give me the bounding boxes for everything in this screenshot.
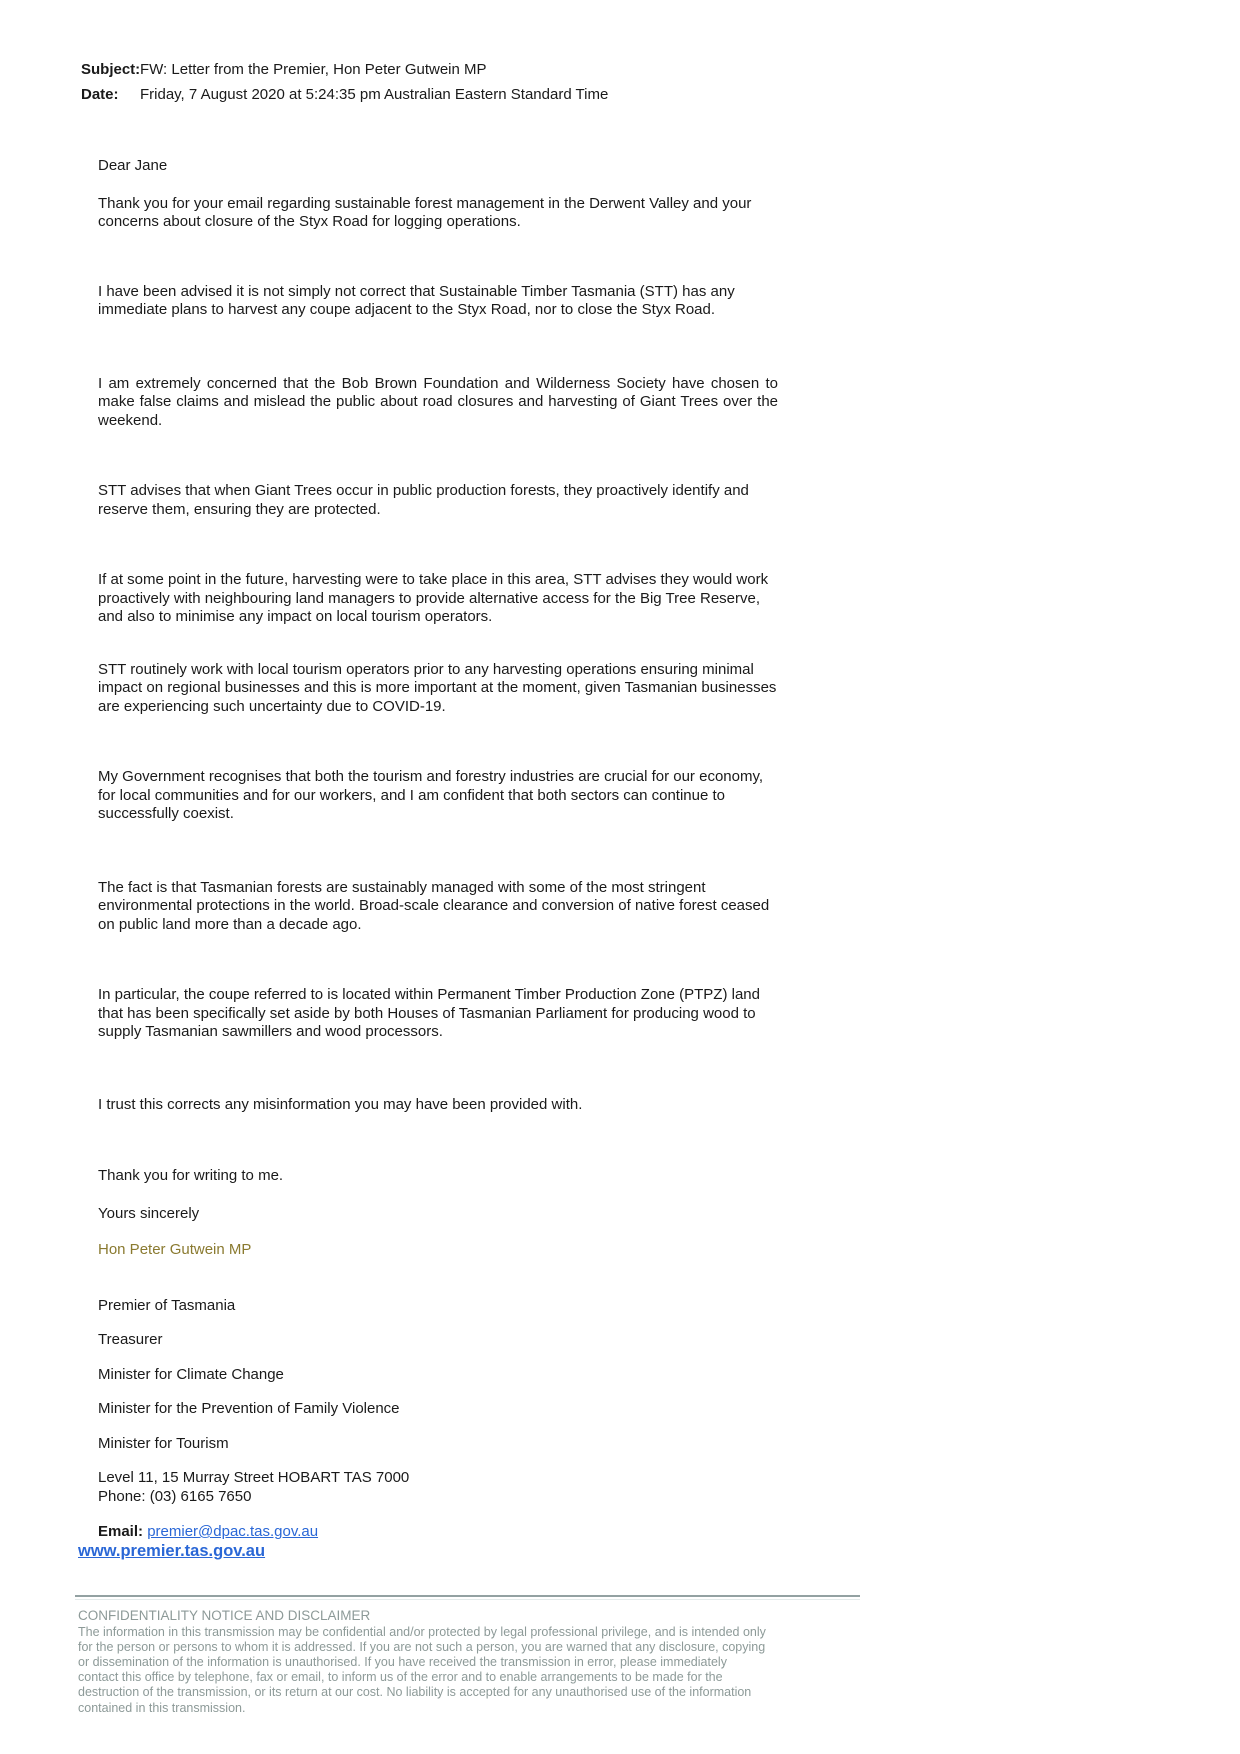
body-paragraph: STT routinely work with local tourism operators prior to any harvesting operations ensuring minimal impact on regional businesses and this is more important at the moment, given Tasmanian businesses are experiencing such uncertainty due to COVID-19.	[98, 660, 777, 715]
signature-title: Minister for the Prevention of Family Violence	[98, 1400, 400, 1417]
signature-title: Minister for Climate Change	[98, 1365, 284, 1383]
address-line: Level 11, 15 Murray Street HOBART TAS 7000	[98, 1469, 410, 1486]
body-paragraph: I have been advised it is not simply not correct that Sustainable Timber Tasmania (STT) has any immediate plans to harvest any coupe adjacent to the Styx Road, nor to close the Styx Road.	[98, 282, 735, 318]
confidentiality-disclaimer	[78, 1608, 770, 1716]
address-block	[98, 1469, 778, 1506]
body-paragraph: I trust this corrects any misinformation you may have been provided with.	[98, 1095, 583, 1113]
email-label: Email:	[98, 1523, 144, 1540]
disclaimer-text: The information in this transmission may be confidential and/or protected by legal professional privilege, and is intended only for the person or persons to whom it is addressed. If you are not such a person, you are warned that any disclosure, copying or dissemination of the information is unauthorised. If you have received the transmission in error, please immediately contact this office by telephone, fax or email, to inform us of the error and to enable arrangements to be made for the destruction of the transmission, or its return at our cost. No liability is accepted for any unauthorised use of the information contained in this transmission.	[78, 1624, 766, 1715]
sign-off: Yours sincerely	[98, 1204, 200, 1222]
email-contact-line	[98, 1523, 778, 1542]
divider	[75, 1595, 860, 1600]
subject-row	[81, 60, 1240, 79]
email-body	[98, 157, 778, 1542]
website-link[interactable]: www.premier.tas.gov.au	[78, 1541, 266, 1560]
body-paragraphs	[98, 195, 778, 1115]
email-headers	[81, 0, 1240, 104]
closing-line: Thank you for writing to me.	[98, 1167, 284, 1184]
body-paragraph: I am extremely concerned that the Bob Brown Foundation and Wilderness Society have chosen to make false claims and mislead the public about road closures and harvesting of Giant Trees over the weekend.	[98, 374, 778, 429]
body-paragraph: STT advises that when Giant Trees occur in public production forests, they proactively identify and reserve them, ensuring they are protected.	[98, 482, 749, 518]
date-label: Date:	[81, 86, 119, 103]
body-paragraph: Thank you for your email regarding sustainable forest management in the Derwent Valley and your concerns about closure of the Styx Road for logging operations.	[98, 194, 752, 230]
date-row	[81, 85, 1240, 104]
signature-name: Hon Peter Gutwein MP	[98, 1241, 252, 1258]
signature-title: Premier of Tasmania	[98, 1296, 236, 1314]
signature-titles	[98, 1297, 778, 1454]
subject-label: Subject:	[81, 61, 141, 78]
subject-value: FW: Letter from the Premier, Hon Peter Gutwein MP	[140, 61, 487, 78]
disclaimer-title: CONFIDENTIALITY NOTICE AND DISCLAIMER	[78, 1607, 371, 1623]
body-paragraph: My Government recognises that both the tourism and forestry industries are crucial for our economy, for local communities and for our workers, and I am confident that both sectors can continue to successfully coexist.	[98, 768, 764, 822]
body-paragraph: If at some point in the future, harvesting were to take place in this area, STT advises they would work proactively with neighbouring land managers to provide alternative access for the Big Tree Reserve, and also to minimise any impact on local tourism operators.	[98, 571, 769, 625]
greeting: Dear Jane	[98, 157, 168, 174]
date-value: Friday, 7 August 2020 at 5:24:35 pm Australian Eastern Standard Time	[140, 86, 609, 103]
phone-line: Phone: (03) 6165 7650	[98, 1487, 252, 1505]
body-paragraph: In particular, the coupe referred to is located within Permanent Timber Production Zone (PTPZ) land that has been specifically set aside by both Houses of Tasmanian Parliament for producing wood to supply Tasmanian sawmillers and wood processors.	[98, 986, 760, 1040]
email-link[interactable]: premier@dpac.tas.gov.au	[147, 1523, 319, 1540]
body-paragraph: The fact is that Tasmanian forests are sustainably managed with some of the most stringent environmental protections in the world. Broad-scale clearance and conversion of native forest ceased on public land more than a decade ago.	[98, 878, 770, 933]
signature-title: Treasurer	[98, 1331, 163, 1348]
signature-title: Minister for Tourism	[98, 1434, 229, 1452]
